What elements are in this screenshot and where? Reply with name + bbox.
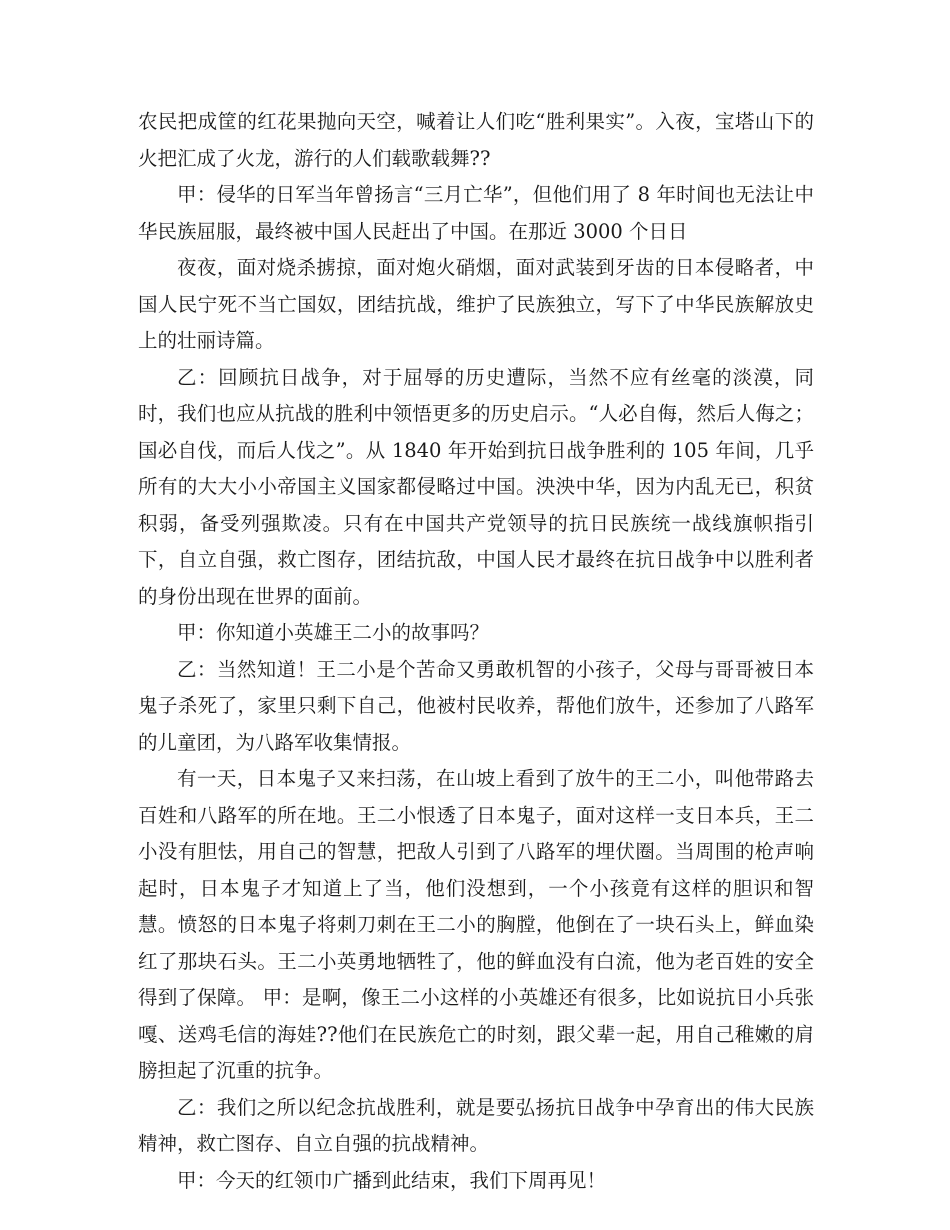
paragraph-story: 有一天，日本鬼子又来扫荡，在山坡上看到了放牛的王二小，叫他带路去百姓和八路军的所在地。王二小恨透了日本鬼子，面对这样一支日本兵，王二小没有胆怯，用自己的智慧，把敌人引到了八路军的埋伏圈。当周围的枪声响起时，日本鬼子才知道上了当，他们没想到，一个小孩竟有这样的胆识和智慧。愤怒的日本鬼子将刺刀刺在王二小的胸膛，他倒在了一块石头上，鲜血染红了那块石头。王二小英勇地牺牲了，他的鲜血没有白流，他为老百姓的安全得到了保障。 甲：是啊，像王二小这样的小英雄还有很多，比如说抗日小兵张嘎、送鸡毛信的海娃??他们在民族危亡的时刻，跟父辈一起，用自己稚嫩的肩膀担起了沉重的抗争。	[138, 767, 814, 1082]
paragraph-continuation: 农民把成筐的红花果抛向天空，喊着让人们吃“胜利果实”。入夜，宝塔山下的火把汇成了火龙，游行的人们载歌载舞??	[138, 110, 814, 170]
paragraph-jia-intro: 甲：侵华的日军当年曾扬言“三月亡华”，但他们用了 8 年时间也无法让中华民族屈服，最终被中国人民赶出了中国。在那近 3000 个日日	[138, 183, 814, 243]
document-body	[138, 104, 814, 1199]
paragraph-yi-reflection: 乙：回顾抗日战争，对于屈辱的历史遭际，当然不应有丝毫的淡漠，同时，我们也应从抗战的胜利中领悟更多的历史启示。“人必自侮，然后人侮之；国必自伐，而后人伐之”。从 1840 年开始到抗日战争胜利的 105 年间，几乎所有的大大小小帝国主义国家都侵略过中国。泱泱中华，因为内乱无已，积贫积弱，备受列强欺凌。只有在中国共产党领导的抗日民族统一战线旗帜指引下，自立自强，救亡图存，团结抗敌，中国人民才最终在抗日战争中以胜利者的身份出现在世界的面前。	[138, 365, 814, 608]
paragraph-jia-closing: 甲：今天的红领巾广播到此结束，我们下周再见！	[177, 1168, 607, 1192]
paragraph-yi-answer: 乙：当然知道！王二小是个苦命又勇敢机智的小孩子，父母与哥哥被日本鬼子杀死了，家里只剩下自己，他被村民收养，帮他们放牛，还参加了八路军的儿童团，为八路军收集情报。	[138, 657, 814, 754]
paragraph-yi-spirit: 乙：我们之所以纪念抗战胜利，就是要弘扬抗日战争中孕育出的伟大民族精神，救亡图存、自立自强的抗战精神。	[138, 1095, 814, 1155]
paragraph-resistance: 夜夜，面对烧杀掳掠，面对炮火硝烟，面对武装到牙齿的日本侵略者，中国人民宁死不当亡国奴，团结抗战，维护了民族独立，写下了中华民族解放史上的壮丽诗篇。	[138, 256, 814, 352]
paragraph-jia-question: 甲：你知道小英雄王二小的故事吗？	[177, 621, 490, 644]
